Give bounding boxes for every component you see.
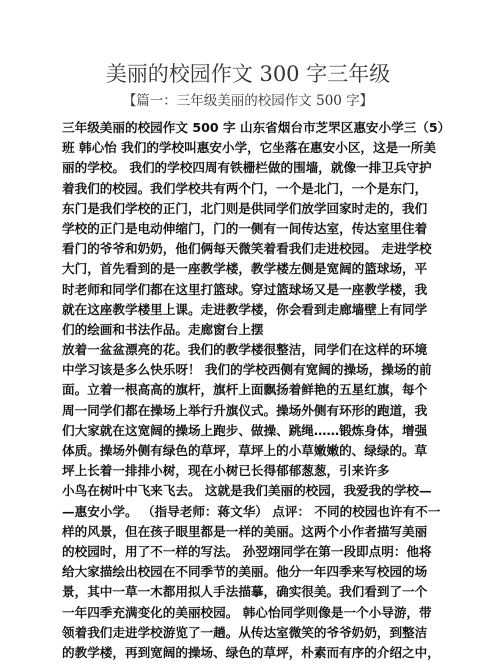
body-line: 着我们的校园。我们学校共有两个门，一个是北门，一个是东门， <box>62 180 428 196</box>
body-line: 学校的正门是电动伸缩门，门的一侧有一间传达室，传达室里住着 <box>62 220 428 236</box>
body-line: 给大家描绘出校园在不同季节的美丽。他分一年四季来写校园的场 <box>62 564 428 580</box>
body-line: 一年四季充满变化的美丽校园。 韩心怡同学则像是一个小导游，带 <box>62 604 432 620</box>
body-line: 放着一盆盆漂亮的花。我们的教学楼很整洁，同学们在这样的环境 <box>62 342 428 358</box>
body-line: 们的绘画和书法作品。走廊窗台上摆 <box>62 321 264 337</box>
body-line: 三年级美丽的校园作文 500 字 山东省烟台市芝罘区惠安小学三（5） <box>62 120 451 135</box>
body-line: 的校园时，用了不一样的写法。 孙翌翊同学在第一段即点明：他将 <box>62 543 432 559</box>
essay-body <box>62 118 451 663</box>
section-heading: 【篇一：三年级美丽的校园作文 500 字】 <box>122 93 374 109</box>
body-line: —惠安小学。 （指导老师：蒋文华） 点评： 不同的校园也许有不一 <box>62 503 441 519</box>
body-line: 班 韩心怡 我们的学校叫惠安小学，它坐落在惠安小区，这是一所美 <box>62 140 436 156</box>
body-line: 面。立着一根高高的旗杆，旗杆上面飘扬着鲜艳的五星红旗，每个 <box>62 382 428 398</box>
body-line: 的教学楼，再到宽阔的操场、绿色的草坪，朴素而有序的介绍之中， <box>62 644 440 660</box>
body-line: 中学习该是多么快乐呀！ 我们的学校西侧有宽阔的操场，操场的前 <box>62 362 432 378</box>
body-line: 景，其中一草一木都用拟人手法描摹，确实很美。我们看到了一个 <box>62 584 428 600</box>
body-line: 周一同学们都在操场上举行升旗仪式。操场外侧有环形的跑道，我 <box>62 402 428 418</box>
body-line: 领着我们走进学校游览了一趟。从传达室微笑的爷爷奶奶，到整洁 <box>62 624 428 640</box>
body-line: 体质。操场外侧有绿色的草坪，草坪上的小草嫩嫩的、绿绿的。草 <box>62 443 428 458</box>
body-line: 大门，首先看到的是一座教学楼，教学楼左侧是宽阔的篮球场，平 <box>62 261 428 277</box>
body-line: 丽的学校。 我们的学校四周有铁栅栏做的围墙，就像一排卫兵守护 <box>62 160 432 176</box>
body-line: 们大家就在这宽阔的操场上跑步、做操、跳绳……锻炼身体，增强 <box>62 422 428 438</box>
body-line: 样的风景，但在孩子眼里都是一样的美丽。这两个小作者描写美丽 <box>62 523 428 539</box>
body-line: 时老师和同学们都在这里打篮球。穿过篮球场又是一座教学楼，我 <box>62 281 428 297</box>
page-title: 美丽的校园作文 300 字三年级 <box>105 62 391 86</box>
body-line: 东门是我们学校的正门，北门则是供同学们放学回家时走的，我们 <box>62 200 428 216</box>
body-line: 就在这座教学楼里上课。走进教学楼，你会看到走廊墙壁上有同学 <box>62 301 428 317</box>
body-line: 小鸟在树叶中飞来飞去。 这就是我们美丽的校园，我爱我的学校— <box>62 483 432 499</box>
body-line: 看门的爷爷和奶奶，他们俩每天微笑着看我们走进校园。 走进学校 <box>62 241 432 257</box>
body-line: 坪上长着一排排小树，现在小树已长得郁郁葱葱，引来许多 <box>62 463 390 479</box>
